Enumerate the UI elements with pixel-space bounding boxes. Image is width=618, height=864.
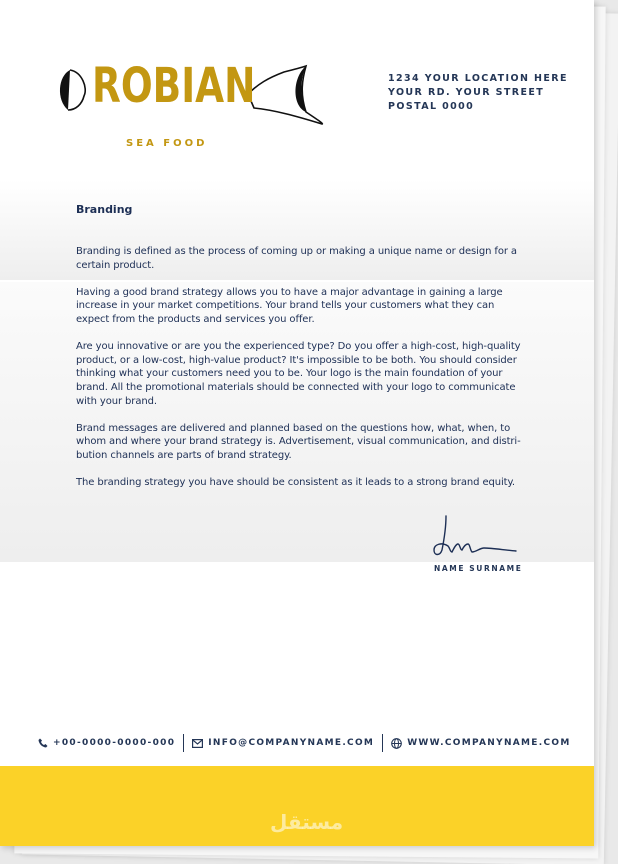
logo-tagline: SEA FOOD	[126, 138, 208, 149]
footer-contact-bar	[38, 733, 571, 753]
footer-yellow-band	[0, 766, 594, 846]
paragraph-3: Are you innovative or are you the experienced type? Do you offer a high-cost, high-quality product, or a low-cost, high-value product? It's impossible to be both. You should consider thinking what your customers need you to be. Your logo is the main foundation of your brand. All the promotional materials should be connected with your logo to communicate with your brand.	[76, 341, 521, 407]
paragraph-5: The branding strategy you have should be consistent as it leads to a strong brand equity.	[76, 477, 515, 489]
footer-phone	[38, 738, 175, 748]
email-address[interactable]: INFO@COMPANYNAME.COM	[208, 738, 375, 748]
phone-number: +00-0000-0000-000	[53, 738, 176, 748]
watermark: مستقل	[270, 810, 344, 834]
address-line-1: 1234 YOUR LOCATION HERE	[388, 73, 568, 84]
website-url[interactable]: WWW.COMPANYNAME.COM	[407, 738, 571, 748]
footer-divider	[183, 734, 184, 752]
footer-website	[391, 738, 570, 749]
signatory-name: NAME SURNAME	[434, 564, 523, 573]
company-address	[388, 72, 568, 114]
address-line-2: YOUR RD. YOUR STREET	[388, 87, 545, 98]
footer-divider	[382, 734, 383, 752]
address-line-3: POSTAL 0000	[388, 101, 475, 112]
logo-wordmark: ROBIAN	[92, 58, 256, 114]
paragraph-1: Branding is defined as the process of coming up or making a unique name or design for a certain product.	[76, 246, 517, 271]
paragraph-2: Having a good brand strategy allows you to have a major advantage in gaining a large increase in your market competitions. Your brand tells your customers what they can expect from the products and services you offer.	[76, 286, 503, 325]
mail-icon	[192, 739, 203, 748]
phone-icon	[38, 738, 48, 748]
footer-email	[192, 738, 374, 748]
letter-heading: Branding	[76, 203, 133, 216]
letter-body	[76, 203, 522, 503]
robian-logo	[56, 58, 326, 148]
globe-icon	[391, 738, 402, 749]
handwritten-signature	[430, 514, 522, 560]
paragraph-4: Brand messages are delivered and planned based on the questions how, what, when, to whom and where your brand strategy is. Advertisement, visual communication, and distri-bution channels are parts of brand strategy.	[76, 422, 521, 461]
